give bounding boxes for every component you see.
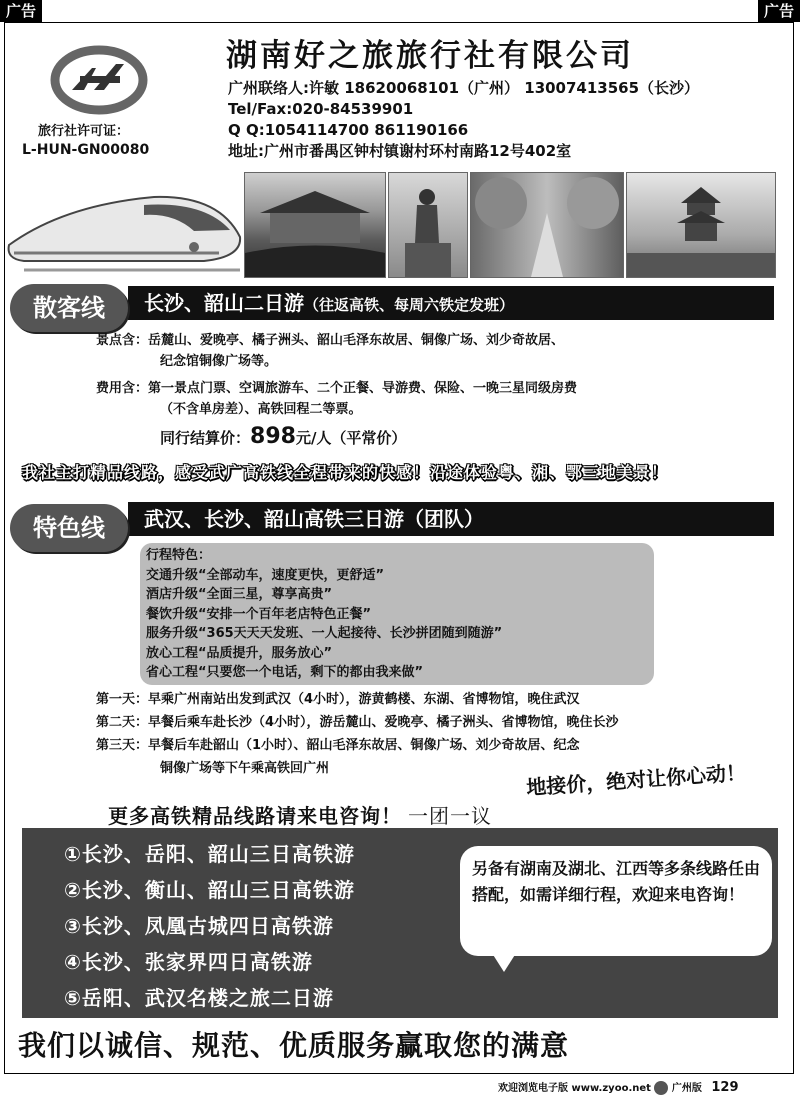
features-list xyxy=(146,546,502,683)
more-tail: 一团一议 xyxy=(408,804,492,828)
license-label: 旅行社许可证： xyxy=(38,124,130,139)
route-item: ②长沙、衡山、韶山三日高铁游 xyxy=(64,878,355,902)
section1-badge: 散客线 xyxy=(10,284,128,332)
day-text: 早乘广州南站出发到武汉（4小时），游黄鹤楼、东湖、省博物馆，晚住武汉 xyxy=(148,692,580,707)
contact-info xyxy=(228,78,699,162)
company-name: 湖南好之旅旅行社有限公司 xyxy=(226,38,634,74)
statue-photo xyxy=(388,172,468,278)
logo-icon xyxy=(44,38,154,118)
footer-slogan: 我们以诚信、规范、优质服务赢取您的满意 xyxy=(18,1029,570,1062)
footer-edition: 广州版 xyxy=(671,1083,702,1094)
section2-badge: 特色线 xyxy=(10,504,128,552)
feature-item: 省心工程“只要您一个电话，剩下的都由我来做” xyxy=(146,665,424,680)
route-item: ③长沙、凤凰古城四日高铁游 xyxy=(64,914,334,938)
fee-line2: （不含单房差）、高铁回程二等票。 xyxy=(160,402,362,417)
footer-url[interactable]: www.zyoo.net xyxy=(571,1083,651,1094)
mid-slogan: 我社主打精品线路，感受武广高铁线全程带来的快感！沿途体验粤、湘、鄂三地美景！ xyxy=(22,463,669,482)
bubble-tail xyxy=(490,950,518,972)
train-image xyxy=(4,175,244,280)
route-item: ⑤岳阳、武汉名楼之旅二日游 xyxy=(64,986,334,1010)
more-routes-heading xyxy=(108,800,492,829)
day-row xyxy=(96,711,786,734)
page-footer xyxy=(498,1078,739,1099)
route-item: ①长沙、岳阳、韶山三日高铁游 xyxy=(64,842,355,866)
features-title: 行程特色： xyxy=(146,548,212,563)
page-number: 129 xyxy=(711,1080,739,1095)
footer-welcome: 欢迎浏览电子版 xyxy=(498,1083,568,1094)
section1-subtitle: （往返高铁、每周六铁定发班） xyxy=(304,296,515,314)
scenic-line2: 纪念馆铜像广场等。 xyxy=(160,354,278,369)
handwritten-note: 地接价，绝对让你心动！ xyxy=(525,760,747,800)
day-text: 早餐后车赴韶山（1小时）、韶山毛泽东故居、铜像广场、刘少奇故居、纪念 xyxy=(148,738,580,753)
ad-tag-left: 广告 xyxy=(0,0,42,22)
section1-title: 长沙、韶山二日游 xyxy=(144,291,304,315)
day-text: 早餐后乘车赴长沙（4小时），游岳麓山、爱晚亭、橘子洲头、省博物馆，晚住长沙 xyxy=(148,715,619,730)
contact-line: 广州联络人:许敏 18620068101（广州） 13007413565（长沙） xyxy=(228,79,700,97)
feature-item: 交通升级“全部动车，速度更快，更舒适” xyxy=(146,567,385,583)
company-logo xyxy=(44,38,154,118)
scenic-line1: 岳麓山、爱晚亭、橘子洲头、韶山毛泽东故居、铜像广场、刘少奇故居、 xyxy=(148,333,565,348)
price-label: 同行结算价： xyxy=(160,429,251,447)
tel-fax: Tel/Fax:020-84539901 xyxy=(228,100,414,118)
train-icon xyxy=(4,175,244,280)
feature-item: 放心工程“品质提升，服务放心” xyxy=(146,645,333,661)
license-number: L-HUN-GN00080 xyxy=(22,142,150,158)
price-value: 898 xyxy=(250,424,296,449)
section1-details xyxy=(96,330,776,420)
feature-item: 酒店升级“全面三星，尊享高贵” xyxy=(146,587,333,602)
price-line xyxy=(160,424,406,449)
day3-continued: 铜像广场等下午乘高铁回广州 xyxy=(160,761,330,776)
day-label: 第二天： xyxy=(96,715,149,730)
more-text: 更多高铁精品线路请来电咨询！ xyxy=(108,804,402,828)
address: 地址:广州市番禺区钟村镇谢村环村南路12号402室 xyxy=(228,142,572,160)
custom-routes-bubble: 另备有湖南及湖北、江西等多条线路任由搭配，如需详细行程，欢迎来电咨询！ xyxy=(460,846,772,956)
scenic-label: 景点含： xyxy=(96,333,149,348)
fee-label: 费用含： xyxy=(96,381,149,396)
routes-list xyxy=(64,836,355,1016)
snowy-trees-photo xyxy=(470,172,624,278)
feature-item: 餐饮升级“安排一个百年老店特色正餐” xyxy=(146,606,372,622)
ad-tag-right: 广告 xyxy=(758,0,800,22)
pagoda-photo xyxy=(626,172,776,278)
day-label: 第一天： xyxy=(96,692,149,707)
route-item: ④长沙、张家界四日高铁游 xyxy=(64,950,313,974)
day-row xyxy=(96,688,786,711)
section2-title: 武汉、长沙、韶山高铁三日游（团队） xyxy=(144,507,484,531)
temple-photo xyxy=(244,172,386,278)
day-label: 第三天： xyxy=(96,738,149,753)
edition-icon xyxy=(654,1081,668,1095)
section2-title-band xyxy=(128,502,774,536)
section1-title-band xyxy=(128,286,774,320)
feature-item: 服务升级“365天天天发班、一人起接待、长沙拼团随到随游” xyxy=(146,626,503,641)
price-unit: 元/人（平常价） xyxy=(295,429,407,447)
qq-numbers: Q Q:1054114700 861190166 xyxy=(228,121,469,139)
fee-line1: 第一景点门票、空调旅游车、二个正餐、导游费、保险、一晚三星同级房费 xyxy=(148,381,578,396)
day-row xyxy=(96,734,786,757)
